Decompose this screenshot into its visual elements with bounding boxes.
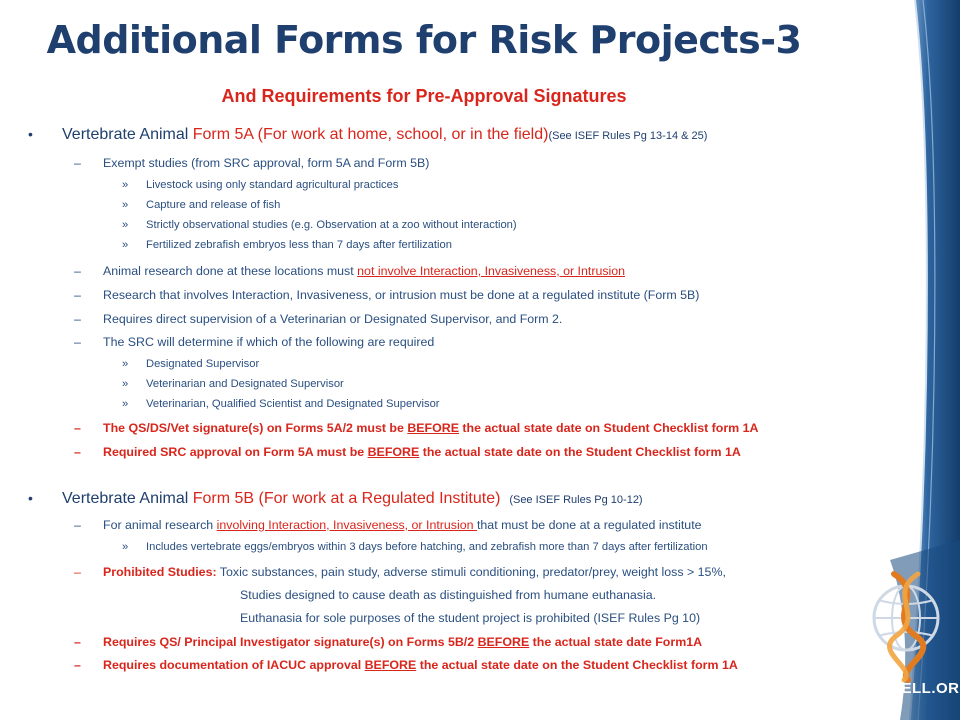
chevron-bullet: » [122,398,129,410]
locations-text: Animal research done at these locations must [103,264,358,278]
dash-bullet: – [74,312,81,326]
before-keyword: BEFORE [364,658,417,672]
src-item: Designated Supervisor [146,358,260,370]
qs-requirement-end: the actual state date Form1A [529,635,703,649]
exempt-item: Strictly observational studies (e.g. Observation at a zoo without interaction) [146,219,517,231]
dash-bullet: – [74,156,81,170]
chevron-bullet: » [122,179,129,191]
bullet: • [28,126,33,142]
dash-bullet: – [74,658,81,672]
dash-bullet: – [74,635,81,649]
dash-bullet: – [74,264,81,278]
prohibited-text: Toxic substances, pain study, adverse stimuli conditioning, predator/prey, weight loss > 15%, [216,565,726,579]
research-text-end: that must be done at a regulated institute [476,518,702,532]
src-item: Veterinarian and Designated Supervisor [146,378,344,390]
iacuc-requirement-end: the actual state date on the Student Checklist form 1A [416,658,738,672]
chevron-bullet: » [122,199,129,211]
section-b-heading-ref: (See ISEF Rules Pg 10-12) [509,494,643,506]
signature-requirement-end: the actual state date on Student Checklist form 1A [458,421,759,435]
prohibited-line-3: Euthanasia for sole purposes of the student project is prohibited (ISEF Rules Pg 10) [240,611,701,625]
chevron-bullet: » [122,541,129,553]
section-b-heading-plain: Vertebrate Animal [62,490,193,507]
research-restriction: involving Interaction, Invasiveness, or Intrusion [216,518,477,532]
section-a-heading-plain: Vertebrate Animal [62,126,193,143]
iacuc-requirement: Requires documentation of IACUC approval [103,658,365,672]
qs-requirement: Requires QS/ Principal Investigator signature(s) on Forms 5B/2 [103,635,478,649]
exempt-studies-text: Exempt studies (from SRC approval, form 5A and Form 5B) [103,156,430,170]
locations-restriction: not involve Interaction, Invasiveness, or Intrusion [357,264,626,278]
section-a-heading-ref: (See ISEF Rules Pg 13-14 & 25) [548,130,708,142]
prohibited-label: Prohibited Studies: [103,565,217,579]
chevron-bullet: » [122,219,129,231]
src-approval-requirement: Required SRC approval on Form 5A must be [103,445,368,459]
dash-bullet: – [74,445,81,459]
src-approval-requirement-end: the actual state date on the Student Checklist form 1A [419,445,741,459]
dash-bullet: – [74,518,81,532]
src-item: Veterinarian, Qualified Scientist and Designated Supervisor [146,398,440,410]
src-determine-text: The SRC will determine if which of the following are required [103,335,435,349]
before-keyword: BEFORE [477,635,530,649]
supervision-text: Requires direct supervision of a Veterinarian or Designated Supervisor, and Form 2. [103,312,563,326]
page-title: Additional Forms for Risk Projects-3 [46,18,802,62]
signature-requirement: The QS/DS/Vet signature(s) on Forms 5A/2 must be [103,421,408,435]
exempt-item: Capture and release of fish [146,199,281,211]
dash-bullet: – [74,565,81,579]
chevron-bullet: » [122,358,129,370]
chevron-bullet: » [122,239,129,251]
prohibited-line-2: Studies designed to cause death as distinguished from humane euthanasia. [240,588,657,602]
page-subtitle: And Requirements for Pre-Approval Signatures [221,86,627,106]
exempt-item: Fertilized zebrafish embryos less than 7 days after fertilization [146,239,452,251]
logo-text: CORIELL.ORG [862,680,972,697]
section-b-heading-form: Form 5B (For work at a Regulated Institute) [192,490,501,507]
dash-bullet: – [74,421,81,435]
exempt-item: Livestock using only standard agricultural practices [146,179,399,191]
chevron-bullet: » [122,378,129,390]
bullet: • [28,490,33,506]
dash-bullet: – [74,335,81,349]
before-keyword: BEFORE [407,421,459,435]
includes-text: Includes vertebrate eggs/embryos within 3 days before hatching, and zebrafish more than 7 days after fertilization [146,541,708,553]
dash-bullet: – [74,288,81,302]
research-text: For animal research [103,518,217,532]
section-a-heading-form: Form 5A (For work at home, school, or in the field) [192,126,549,143]
before-keyword: BEFORE [367,445,420,459]
regulated-text: Research that involves Interaction, Invasiveness, or intrusion must be done at a regulated institute (Form 5B) [103,288,700,302]
